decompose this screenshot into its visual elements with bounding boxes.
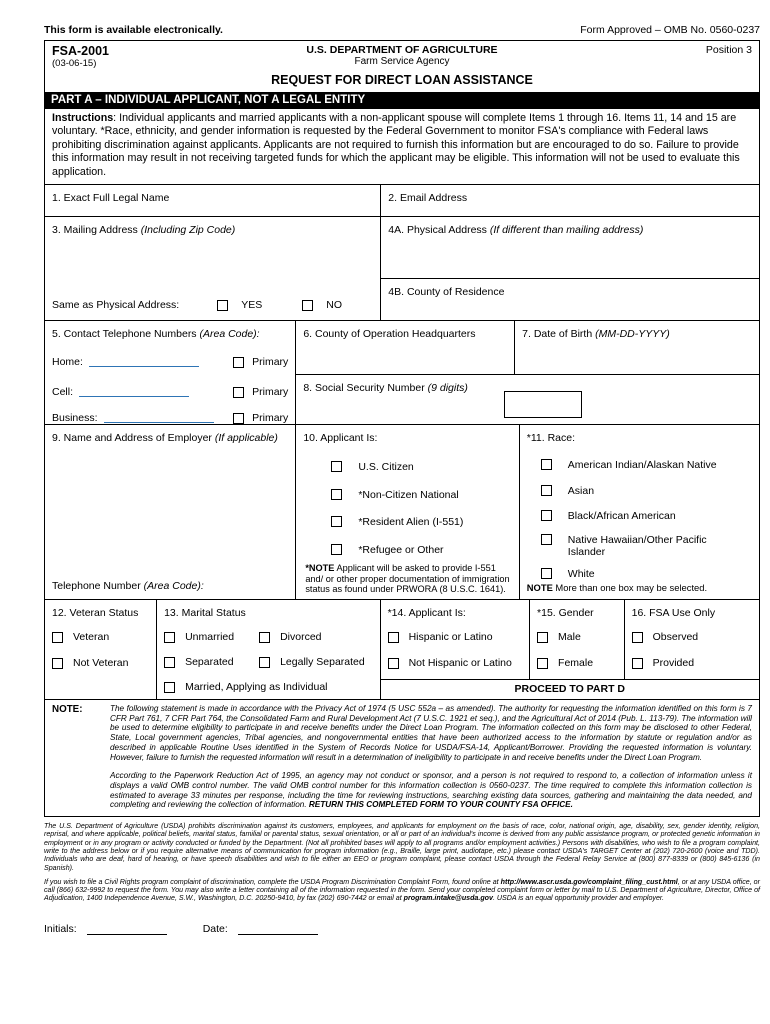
item16-label: 16. FSA Use Only	[631, 607, 716, 620]
date-of-birth-field[interactable]	[515, 321, 759, 374]
item13-label: 13. Marital Status	[164, 607, 246, 620]
employer-field[interactable]	[45, 425, 296, 599]
same-as-physical-row	[52, 299, 342, 311]
refugee-or-other-checkbox[interactable]	[331, 544, 342, 555]
not-hispanic-checkbox[interactable]	[388, 658, 399, 669]
initials-date-row	[44, 923, 760, 935]
item11-note	[527, 582, 755, 593]
non-citizen-national-label: *Non-Citizen National	[358, 488, 459, 501]
nondiscrimination-statement: The U.S. Department of Agriculture (USDA) prohibits discrimination against its customers, employees, and applicants for employment on the basis of race, color, national origin, age, disability, sex, gender identity, religion, reprisal, and where applicable, political beliefs, marital status, familial or parental status, sexual orientation, or all or part of an individual's income is derived from any public assistance program, or protected genetic information in employment or in any program or activity conducted or funded by the Department. (Not all prohibited bases will apply to all programs and/or employment activities.) Persons with disabilities, who wish to file a program complaint, write to the address below or if you require alternative means of communication for program information (e.g., Braille, large print, audiotape, etc.) please contact USDA's TARGET Center at (202) 720-2600 (voice and TDD). Individuals who are deaf, hard of hearing, or have speech disabilities and wish to file either an EEO or program complaint, please contact USDA through the Federal Relay Service at (800) 877-8339 or (800) 845-6136 (in Spanish).	[44, 822, 760, 872]
return-form-notice: RETURN THIS COMPLETED FORM TO YOUR COUNTY FSA OFFICE.	[308, 800, 573, 810]
item7-label-italic: (MM-DD-YYYY)	[595, 328, 670, 341]
us-citizen-checkbox[interactable]	[331, 461, 342, 472]
privacy-note-label: NOTE:	[52, 704, 83, 716]
physical-address-field[interactable]	[381, 217, 759, 279]
row-items-12-16	[45, 599, 759, 699]
option-divorced	[259, 631, 321, 643]
american-indian-label: American Indian/Alaskan Native	[567, 459, 717, 472]
form-header	[45, 41, 759, 69]
veteran-checkbox[interactable]	[52, 632, 63, 643]
item9-phone-label-italic: (Area Code):	[143, 580, 204, 593]
non-citizen-national-checkbox[interactable]	[331, 489, 342, 500]
complaint-text-pre: If you wish to file a Civil Rights program complaint of discrimination, complete the USDA Program Discrimination Complaint Form, found online at	[44, 877, 501, 886]
item4a-label-italic: (If different than mailing address)	[489, 224, 644, 237]
cell-phone-row	[52, 386, 288, 398]
business-phone-row	[52, 412, 288, 424]
option-native-hawaiian	[541, 534, 752, 559]
item10-note-text: Applicant will be asked to provide I-551 and/ or other proper documentation of immigration status as found under PRWORA (8 U.S.C. 1641).	[305, 563, 510, 595]
not-veteran-checkbox[interactable]	[52, 658, 63, 669]
option-unmarried	[164, 631, 259, 643]
business-phone-label: Business:	[52, 412, 98, 425]
provided-checkbox[interactable]	[632, 658, 643, 669]
email-field[interactable]	[381, 185, 759, 216]
cell-primary-group	[233, 386, 288, 398]
item5-label: 5. Contact Telephone Numbers	[52, 328, 200, 341]
veteran-label: Veteran	[73, 631, 110, 644]
row-items-5-8	[45, 320, 759, 424]
option-hispanic	[388, 631, 522, 643]
white-label: White	[567, 567, 595, 580]
home-primary-group	[233, 356, 288, 368]
option-provided	[632, 657, 752, 669]
option-non-citizen-national	[331, 489, 511, 502]
not-veteran-label: Not Veteran	[73, 657, 129, 670]
page-content	[44, 24, 760, 935]
item14-label: *14. Applicant Is:	[387, 607, 466, 620]
cell-phone-label: Cell:	[52, 386, 74, 399]
option-separated	[164, 656, 259, 668]
ssn-section	[296, 375, 759, 424]
privacy-act-note	[45, 699, 759, 816]
option-asian	[541, 485, 752, 498]
unmarried-checkbox[interactable]	[164, 632, 175, 643]
initials-label: Initials:	[44, 922, 77, 935]
privacy-paragraph-1: The following statement is made in accordance with the Privacy Act of 1974 (5 USC 552a – as amended). The authority for requesting the information identified on this form is 7 CFR Part 761, 7 CFR Part 764, the Consolidated Farm and Rural Development Act (7 U.S.C. 1921 et seq.), and the Agricultural Act of 2014 (Pub. L. 113-79). The information will be used to determine eligibility to participate in and receive benefits under the Direct Loan Program. The information collected on this form may be disclosed to other Federal, State, Local government agencies, Tribal agencies, and nongovernmental entities that have been authorized access to the information by statute or regulation and/or as described in applicable Routine Uses identified in the System of Records Notice for USDA/FSA-14, Applicant/Borrower. Providing the requested information is voluntary. However, failure to furnish the requested information will result in a determination of ineligibility to participate in and receive benefits under the Direct Loan Program.	[110, 704, 752, 762]
marital-row-3	[164, 681, 372, 693]
items-6-7-row	[296, 321, 759, 375]
department-name: U.S. DEPARTMENT OF AGRICULTURE	[306, 44, 498, 56]
form-border-box	[44, 40, 760, 817]
option-resident-alien	[331, 516, 511, 529]
item11-label: *11. Race:	[526, 432, 576, 445]
item11-note-label: NOTE	[526, 582, 553, 594]
omb-approval-text: Form Approved – OMB No. 0560-0237	[580, 24, 760, 36]
item10-note	[305, 563, 513, 595]
option-married-individual	[164, 681, 327, 693]
privacy-note-text	[110, 704, 752, 810]
legally-separated-checkbox[interactable]	[259, 657, 270, 668]
home-primary-checkbox[interactable]	[233, 357, 244, 368]
white-checkbox[interactable]	[541, 568, 552, 579]
marital-row-2	[164, 656, 372, 668]
observed-checkbox[interactable]	[632, 632, 643, 643]
business-primary-group	[233, 412, 288, 424]
applicant-is-section	[296, 425, 519, 599]
male-label: Male	[558, 631, 581, 644]
yes-label: YES	[241, 299, 263, 312]
position-label: Position 3	[705, 44, 752, 56]
option-male	[537, 631, 617, 643]
date-label: Date:	[202, 922, 228, 935]
form-title: REQUEST FOR DIRECT LOAN ASSISTANCE	[271, 73, 533, 87]
unmarried-label: Unmarried	[185, 631, 235, 644]
agency-name: Farm Service Agency	[354, 56, 450, 67]
county-of-residence-field[interactable]	[381, 279, 759, 320]
home-phone-label: Home:	[52, 356, 83, 369]
marital-status-section	[157, 600, 380, 699]
male-checkbox[interactable]	[537, 632, 548, 643]
option-not-hispanic	[388, 657, 522, 669]
complaint-email: program.intake@usda.gov	[403, 894, 493, 903]
married-individual-label: Married, Applying as Individual	[185, 681, 328, 694]
fsa-use-only-section	[625, 600, 759, 679]
option-female	[537, 657, 617, 669]
part-a-header-bar: PART A – INDIVIDUAL APPLICANT, NOT A LEGAL ENTITY	[45, 92, 759, 109]
native-hawaiian-label: Native Hawaiian/Other Pacific Islander	[567, 533, 707, 559]
option-veteran	[52, 631, 149, 643]
item7-label: 7. Date of Birth	[522, 328, 596, 341]
option-legally-separated	[259, 656, 365, 668]
contact-telephone-section	[45, 321, 296, 424]
observed-label: Observed	[652, 631, 699, 644]
county-of-operation-field[interactable]	[296, 321, 515, 374]
item5-label-italic: (Area Code):	[199, 328, 260, 341]
item8-label: 8. Social Security Number	[303, 382, 428, 395]
provided-label: Provided	[652, 657, 695, 670]
employer-phone-label-row	[52, 580, 204, 592]
form-id-block	[52, 44, 248, 69]
cell-primary-checkbox[interactable]	[233, 387, 244, 398]
initials-input-line[interactable]	[87, 923, 167, 935]
asian-checkbox[interactable]	[541, 485, 552, 496]
complaint-text-post: . USDA is an equal opportunity provider and employer.	[492, 894, 664, 903]
item3-label: 3. Mailing Address	[52, 224, 141, 237]
divorced-label: Divorced	[280, 631, 322, 644]
items-6-7-8-group	[296, 321, 759, 424]
row-items-9-11	[45, 424, 759, 599]
item1-label: 1. Exact Full Legal Name	[52, 192, 170, 205]
option-american-indian	[541, 459, 752, 472]
home-phone-input[interactable]	[89, 356, 199, 367]
form-revision-date: (03-06-15)	[52, 58, 97, 69]
cell-phone-input[interactable]	[79, 386, 189, 397]
items-14-16-row	[381, 600, 759, 679]
item2-label: 2. Email Address	[388, 192, 468, 205]
cell-primary-label: Primary	[252, 386, 289, 399]
race-section	[520, 425, 759, 599]
items-14-16-group	[381, 600, 759, 699]
date-input-line[interactable]	[238, 923, 318, 935]
black-african-american-checkbox[interactable]	[541, 510, 552, 521]
ssn-input-box[interactable]	[504, 391, 582, 418]
resident-alien-checkbox[interactable]	[331, 516, 342, 527]
hispanic-label: Hispanic or Latino	[408, 631, 493, 644]
home-primary-label: Primary	[252, 356, 289, 369]
item9-phone-label: Telephone Number	[52, 580, 144, 593]
female-checkbox[interactable]	[537, 658, 548, 669]
complaint-filing-statement	[44, 878, 760, 903]
no-checkbox[interactable]	[302, 300, 313, 311]
us-citizen-label: U.S. Citizen	[358, 461, 414, 474]
complaint-form-url: http://www.ascr.usda.gov/complaint_filing_cust.html	[500, 877, 678, 886]
native-hawaiian-checkbox[interactable]	[541, 534, 552, 545]
separated-label: Separated	[185, 656, 234, 669]
item6-label: 6. County of Operation Headquarters	[303, 328, 476, 341]
top-line	[44, 24, 760, 36]
marital-row-1	[164, 631, 372, 643]
yes-checkbox[interactable]	[217, 300, 228, 311]
item10-label: 10. Applicant Is:	[303, 432, 378, 445]
business-phone-input[interactable]	[104, 412, 214, 423]
instructions-label: Instructions	[52, 112, 114, 124]
physical-address-column	[381, 217, 759, 320]
row-items-1-2	[45, 184, 759, 216]
complaint-text-mid: , or at any USDA office, or call (866) 632-9992 to request the form. You may also write a letter containing all of the information requested in the form. Send your completed complaint form or letter by mail to U.S. Department of Agriculture, Director, Office of Adjudication, 1400 Independence Avenue, S.W., Washington, D.C. 20250-9410, by fax (202) 690-7442 or email at	[44, 877, 760, 903]
instructions-block	[45, 109, 759, 184]
veteran-status-section	[45, 600, 157, 699]
item12-label: 12. Veteran Status	[52, 607, 139, 620]
option-refugee-or-other	[331, 544, 511, 557]
same-as-physical-label: Same as Physical Address:	[52, 299, 180, 312]
gender-section	[530, 600, 625, 679]
item10-note-label: *NOTE	[305, 563, 335, 574]
option-white	[541, 568, 752, 581]
option-black-african-american	[541, 510, 752, 523]
item9-label: 9. Name and Address of Employer	[52, 432, 215, 445]
legally-separated-label: Legally Separated	[280, 656, 365, 669]
separated-checkbox[interactable]	[164, 657, 175, 668]
option-us-citizen	[331, 461, 511, 474]
row-items-3-4	[45, 216, 759, 320]
american-indian-checkbox[interactable]	[541, 459, 552, 470]
resident-alien-label: *Resident Alien (I-551)	[358, 516, 464, 529]
paperwork-reduction-text: According to the Paperwork Reduction Act of 1995, an agency may not conduct or sponsor, and a person is not required to respond to, a collection of information unless it displays a valid OMB control number. The valid OMB control number for this information collection is 0560-0237. The time required to complete this information collection is estimated to average 33 minutes per response, including the time for reviewing instructions, searching existing data sources, gathering and maintaining the data needed, and completing and reviewing the collection of information.	[110, 771, 752, 810]
item8-label-italic: (9 digits)	[427, 382, 468, 395]
home-phone-row	[52, 356, 288, 368]
item9-label-italic: (If applicable)	[214, 432, 278, 445]
female-label: Female	[558, 657, 594, 670]
electronic-availability-note: This form is available electronically.	[44, 24, 223, 36]
legal-name-field[interactable]	[45, 185, 381, 216]
divorced-checkbox[interactable]	[259, 632, 270, 643]
item3-label-italic: (Including Zip Code)	[140, 224, 236, 237]
hispanic-checkbox[interactable]	[388, 632, 399, 643]
item4a-label: 4A. Physical Address	[388, 224, 490, 237]
married-individual-checkbox[interactable]	[164, 682, 175, 693]
business-primary-checkbox[interactable]	[233, 413, 244, 424]
agency-block	[248, 44, 556, 69]
option-not-veteran	[52, 657, 149, 669]
black-african-american-label: Black/African American	[567, 510, 676, 523]
not-hispanic-label: Not Hispanic or Latino	[408, 657, 512, 670]
item4b-label: 4B. County of Residence	[388, 286, 505, 299]
item11-note-text: More than one box may be selected.	[552, 582, 708, 594]
mailing-address-field[interactable]	[45, 217, 381, 320]
privacy-paragraph-2	[110, 771, 752, 810]
ethnicity-section	[381, 600, 530, 679]
proceed-to-part-d: PROCEED TO PART D	[381, 679, 759, 699]
business-primary-label: Primary	[252, 412, 289, 425]
option-observed	[632, 631, 752, 643]
no-label: NO	[326, 299, 342, 312]
refugee-or-other-label: *Refugee or Other	[358, 543, 444, 556]
form-number: FSA-2001	[52, 44, 109, 58]
instructions-text: : Individual applicants and married applicants with a non-applicant spouse will complete Items 1 through 16. Items 11, 14 and 15 are voluntary. *Race, ethnicity, and gender information is requested by the Federal Government to monitor FSA's compliance with Federal laws prohibiting discrimination against applicants. Applicants are not required to furnish this information but are encouraged to do so. Failure to provide this information may result in not receiving targeted funds for which the applicant may be eligible. This information will not be used to evaluate this application.	[52, 112, 740, 178]
item15-label: *15. Gender	[537, 607, 594, 620]
asian-label: Asian	[567, 484, 595, 497]
